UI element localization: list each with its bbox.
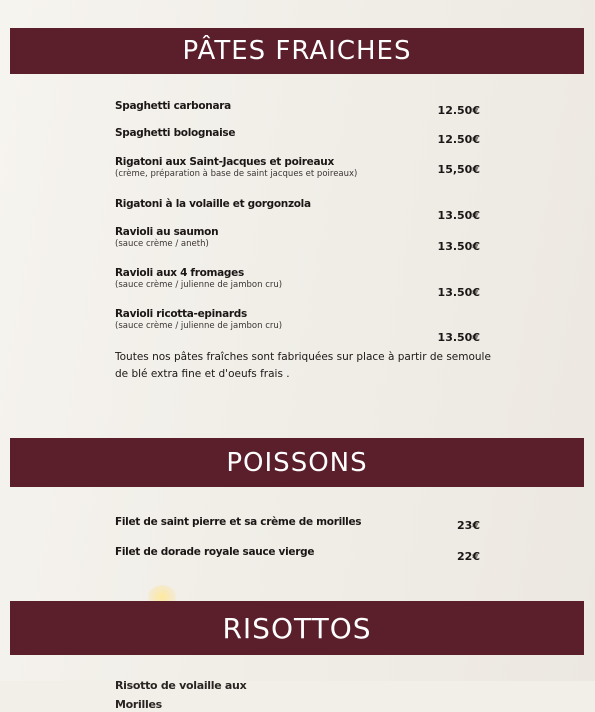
pasta-note: Toutes nos pâtes fraîches sont fabriquées sur place à partir de semoule de blé extra fine et d'oeufs frais . [115,351,491,380]
menu-item [115,198,480,210]
menu-item-name: Risotto de volaille aux Morilles [115,679,247,711]
menu-item-name: Spaghetti carbonara [115,100,231,112]
menu-item-name: Filet de dorade royale sauce vierge [115,546,315,558]
menu-item [115,127,480,139]
section-title-risottos: RISOTTOS [222,611,372,645]
section-title-pates: PÂTES FRAICHES [182,36,412,66]
menu-item-price: 13.50€ [437,240,480,253]
menu-item-price: 23€ [457,519,480,532]
section-banner-risottos [10,601,584,655]
menu-item-price: 22€ [457,550,480,563]
menu-item-price: 15,50€ [437,163,480,176]
menu-item-name: Filet de saint pierre et sa crème de morilles [115,516,362,528]
menu-item-price: 12.50€ [437,133,480,146]
menu-item-name: Ravioli au saumon [115,226,219,238]
menu-item-name: Ravioli aux 4 fromages [115,267,244,279]
menu-item [115,308,480,331]
menu-item-name: Ravioli ricotta-epinards [115,308,247,320]
menu-item-description: (sauce crème / julienne de jambon cru) [115,321,283,331]
menu-item-price: 13.50€ [437,286,480,299]
menu-item [115,156,480,179]
menu-item-description: (sauce crème / julienne de jambon cru) [115,280,283,290]
menu-item-name: Spaghetti bolognaise [115,127,236,139]
menu-item-price: 13.50€ [437,331,480,344]
menu-item-partial [115,674,265,711]
menu-item-description: (crème, préparation à base de saint jacques et poireaux) [115,169,358,179]
menu-item [115,267,480,290]
menu-item [115,226,480,249]
menu-item [115,546,480,558]
menu-item-description: (sauce crème / aneth) [115,239,209,249]
menu-item-price: 12.50€ [437,104,480,117]
menu-item [115,516,480,528]
menu-item [115,100,480,112]
section-banner-pates [10,28,584,74]
menu-item-name: Rigatoni à la volaille et gorgonzola [115,198,311,210]
menu-item-price: 13.50€ [437,209,480,222]
section-banner-poissons [10,438,584,487]
section-title-poissons: POISSONS [226,447,368,478]
menu-item-name: Rigatoni aux Saint-Jacques et poireaux [115,156,334,168]
